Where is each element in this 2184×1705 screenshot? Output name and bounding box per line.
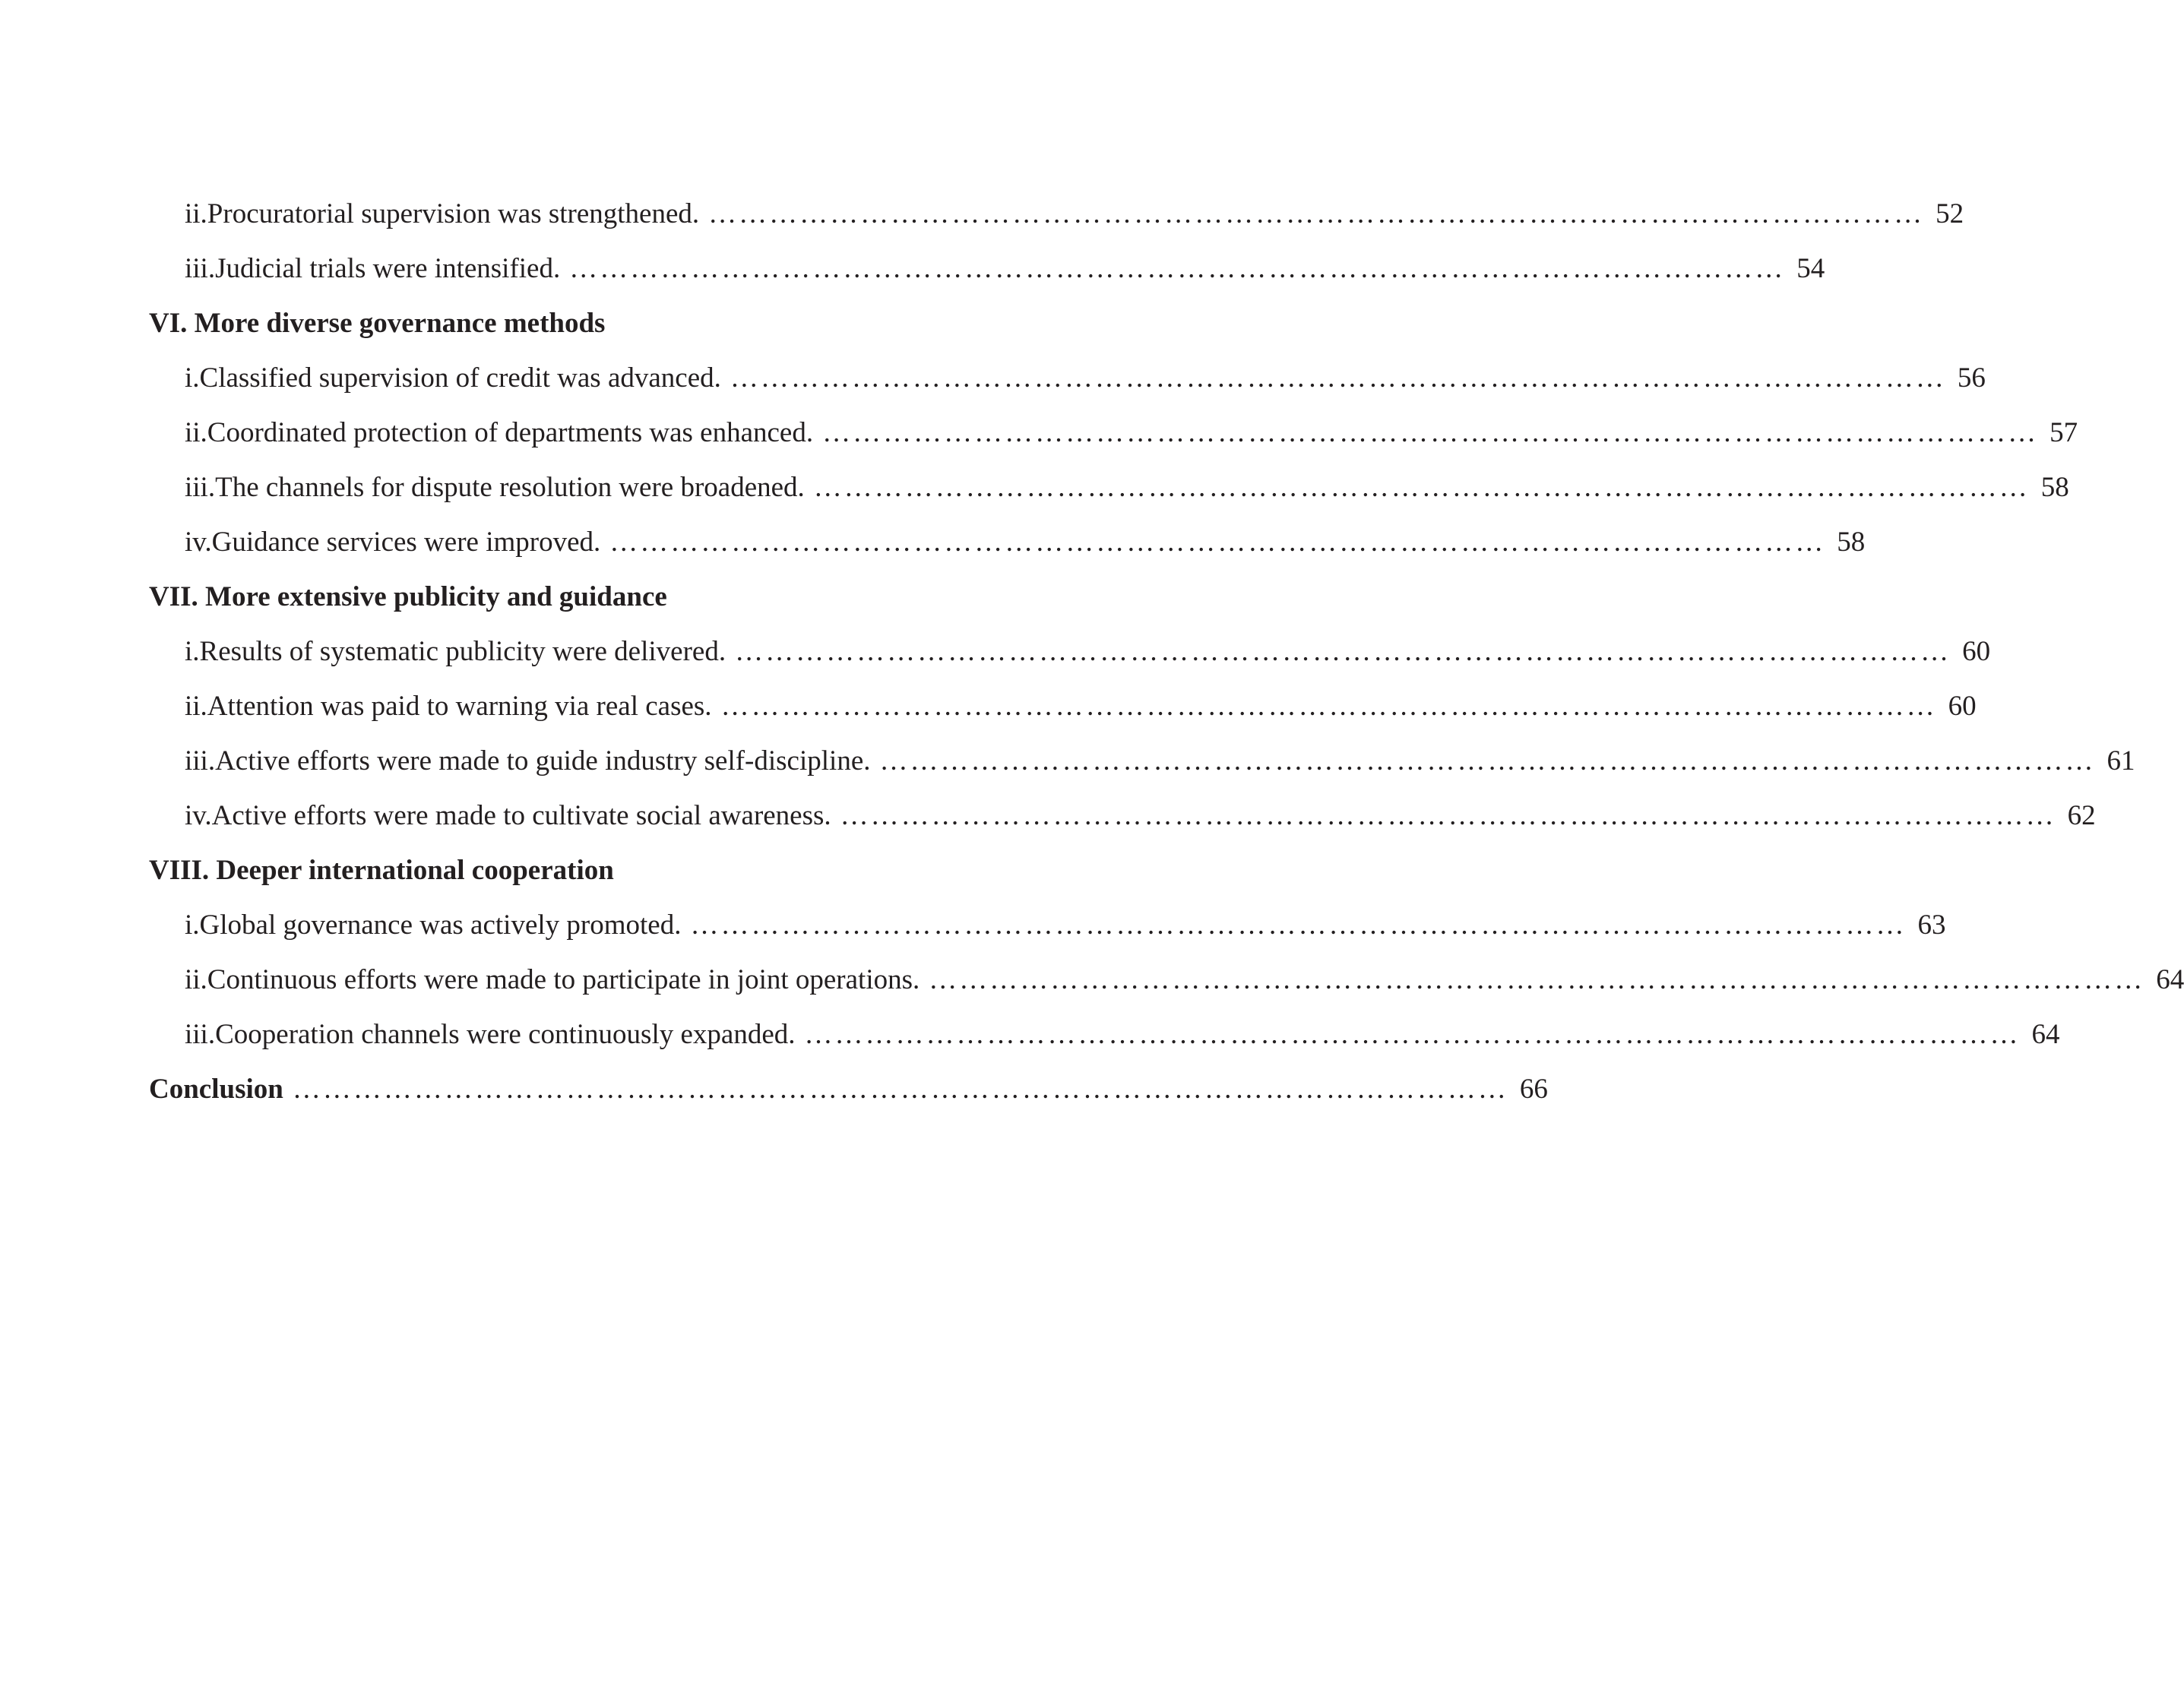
toc-entry-label: i.Classified supervision of credit was advanced.	[185, 362, 721, 394]
dot-leader: …………………………………………………………………………………………………………	[690, 909, 1907, 941]
toc-page-number: 64	[2031, 1019, 2060, 1050]
dot-leader: …………………………………………………………………………………………………………	[735, 636, 1951, 667]
toc-entry[interactable]	[149, 1008, 2060, 1062]
toc-page-number: 66	[1519, 1074, 1548, 1105]
toc-entry-label: ii.Continuous efforts were made to participate in joint operations.	[185, 964, 920, 995]
toc-entry[interactable]	[149, 406, 2078, 460]
toc-entry-label: ii.Procuratorial supervision was strengthened.	[185, 198, 700, 229]
toc-page-number: 60	[1948, 691, 1977, 722]
toc-entry-label: VI. More diverse governance methods	[149, 308, 606, 339]
dot-leader: …………………………………………………………………………………………………………	[609, 527, 1826, 558]
toc-entry-label: iv.Active efforts were made to cultivate social awareness.	[185, 800, 831, 831]
toc-entry-label: Conclusion	[149, 1074, 283, 1105]
toc-entry[interactable]	[149, 679, 1977, 734]
toc-entry-label: i.Results of systematic publicity were delivered.	[185, 636, 726, 667]
toc-entry-label: iii.Active efforts were made to guide industry self-discipline.	[185, 745, 871, 777]
toc-entry[interactable]	[149, 460, 2069, 515]
dot-leader: …………………………………………………………………………………………………………	[879, 745, 2096, 777]
toc-entry-label: VIII. Deeper international cooperation	[149, 855, 614, 886]
toc-page-number: 60	[1962, 636, 1991, 667]
toc-page-number: 58	[2040, 472, 2069, 503]
toc-entry-label: iii.The channels for dispute resolution were broadened.	[185, 472, 805, 503]
toc-entry[interactable]	[149, 898, 1946, 953]
dot-leader: …………………………………………………………………………………………………………	[730, 362, 1946, 394]
toc-entry[interactable]	[149, 625, 1991, 679]
dot-leader: …………………………………………………………………………………………………………	[929, 964, 2145, 995]
dot-leader: …………………………………………………………………………………………………………	[720, 691, 1937, 722]
toc-page-number: 61	[2106, 745, 2135, 777]
dot-leader: …………………………………………………………………………………………………………	[569, 253, 1786, 284]
toc-page-number: 56	[1957, 362, 1986, 394]
toc-section-heading[interactable]	[149, 843, 1071, 898]
toc-entry[interactable]	[149, 242, 1825, 296]
dot-leader: …………………………………………………………………………………………………………	[822, 417, 2039, 448]
toc-entry-label: iii.Cooperation channels were continuously expanded.	[185, 1019, 796, 1050]
toc-section-heading[interactable]	[149, 570, 1071, 625]
toc-entry[interactable]	[149, 187, 1964, 242]
toc-entry-label: ii.Attention was paid to warning via real cases.	[185, 691, 712, 722]
toc-entry[interactable]	[149, 734, 2135, 789]
toc-entry-label: ii.Coordinated protection of departments was enhanced.	[185, 417, 814, 448]
dot-leader: …………………………………………………………………………………………………………	[708, 198, 1925, 229]
toc-entry[interactable]	[149, 789, 2096, 843]
toc-entry[interactable]	[149, 953, 2184, 1008]
dot-leader: …………………………………………………………………………………………………………	[804, 1019, 2021, 1050]
toc-entry-label: iv.Guidance services were improved.	[185, 527, 601, 558]
table-of-contents	[149, 187, 2184, 1117]
toc-page-number: 62	[2067, 800, 2096, 831]
toc-entry-label: VII. More extensive publicity and guidance	[149, 581, 667, 612]
toc-page-number: 52	[1936, 198, 1964, 229]
toc-entry-label: i.Global governance was actively promoted.	[185, 909, 682, 941]
toc-page-number: 58	[1837, 527, 1866, 558]
dot-leader: …………………………………………………………………………………………………………	[840, 800, 2056, 831]
toc-page-number: 57	[2049, 417, 2078, 448]
dot-leader: …………………………………………………………………………………………………………	[292, 1074, 1508, 1105]
toc-entry[interactable]	[149, 351, 1986, 406]
toc-conclusion-entry[interactable]	[149, 1062, 1548, 1117]
toc-entry[interactable]	[149, 515, 1866, 570]
toc-page-number: 64	[2156, 964, 2184, 995]
toc-section-heading[interactable]	[149, 296, 1071, 351]
dot-leader: …………………………………………………………………………………………………………	[813, 472, 2030, 503]
toc-page-number: 54	[1796, 253, 1825, 284]
toc-entry-label: iii.Judicial trials were intensified.	[185, 253, 561, 284]
toc-page-number: 63	[1917, 909, 1946, 941]
